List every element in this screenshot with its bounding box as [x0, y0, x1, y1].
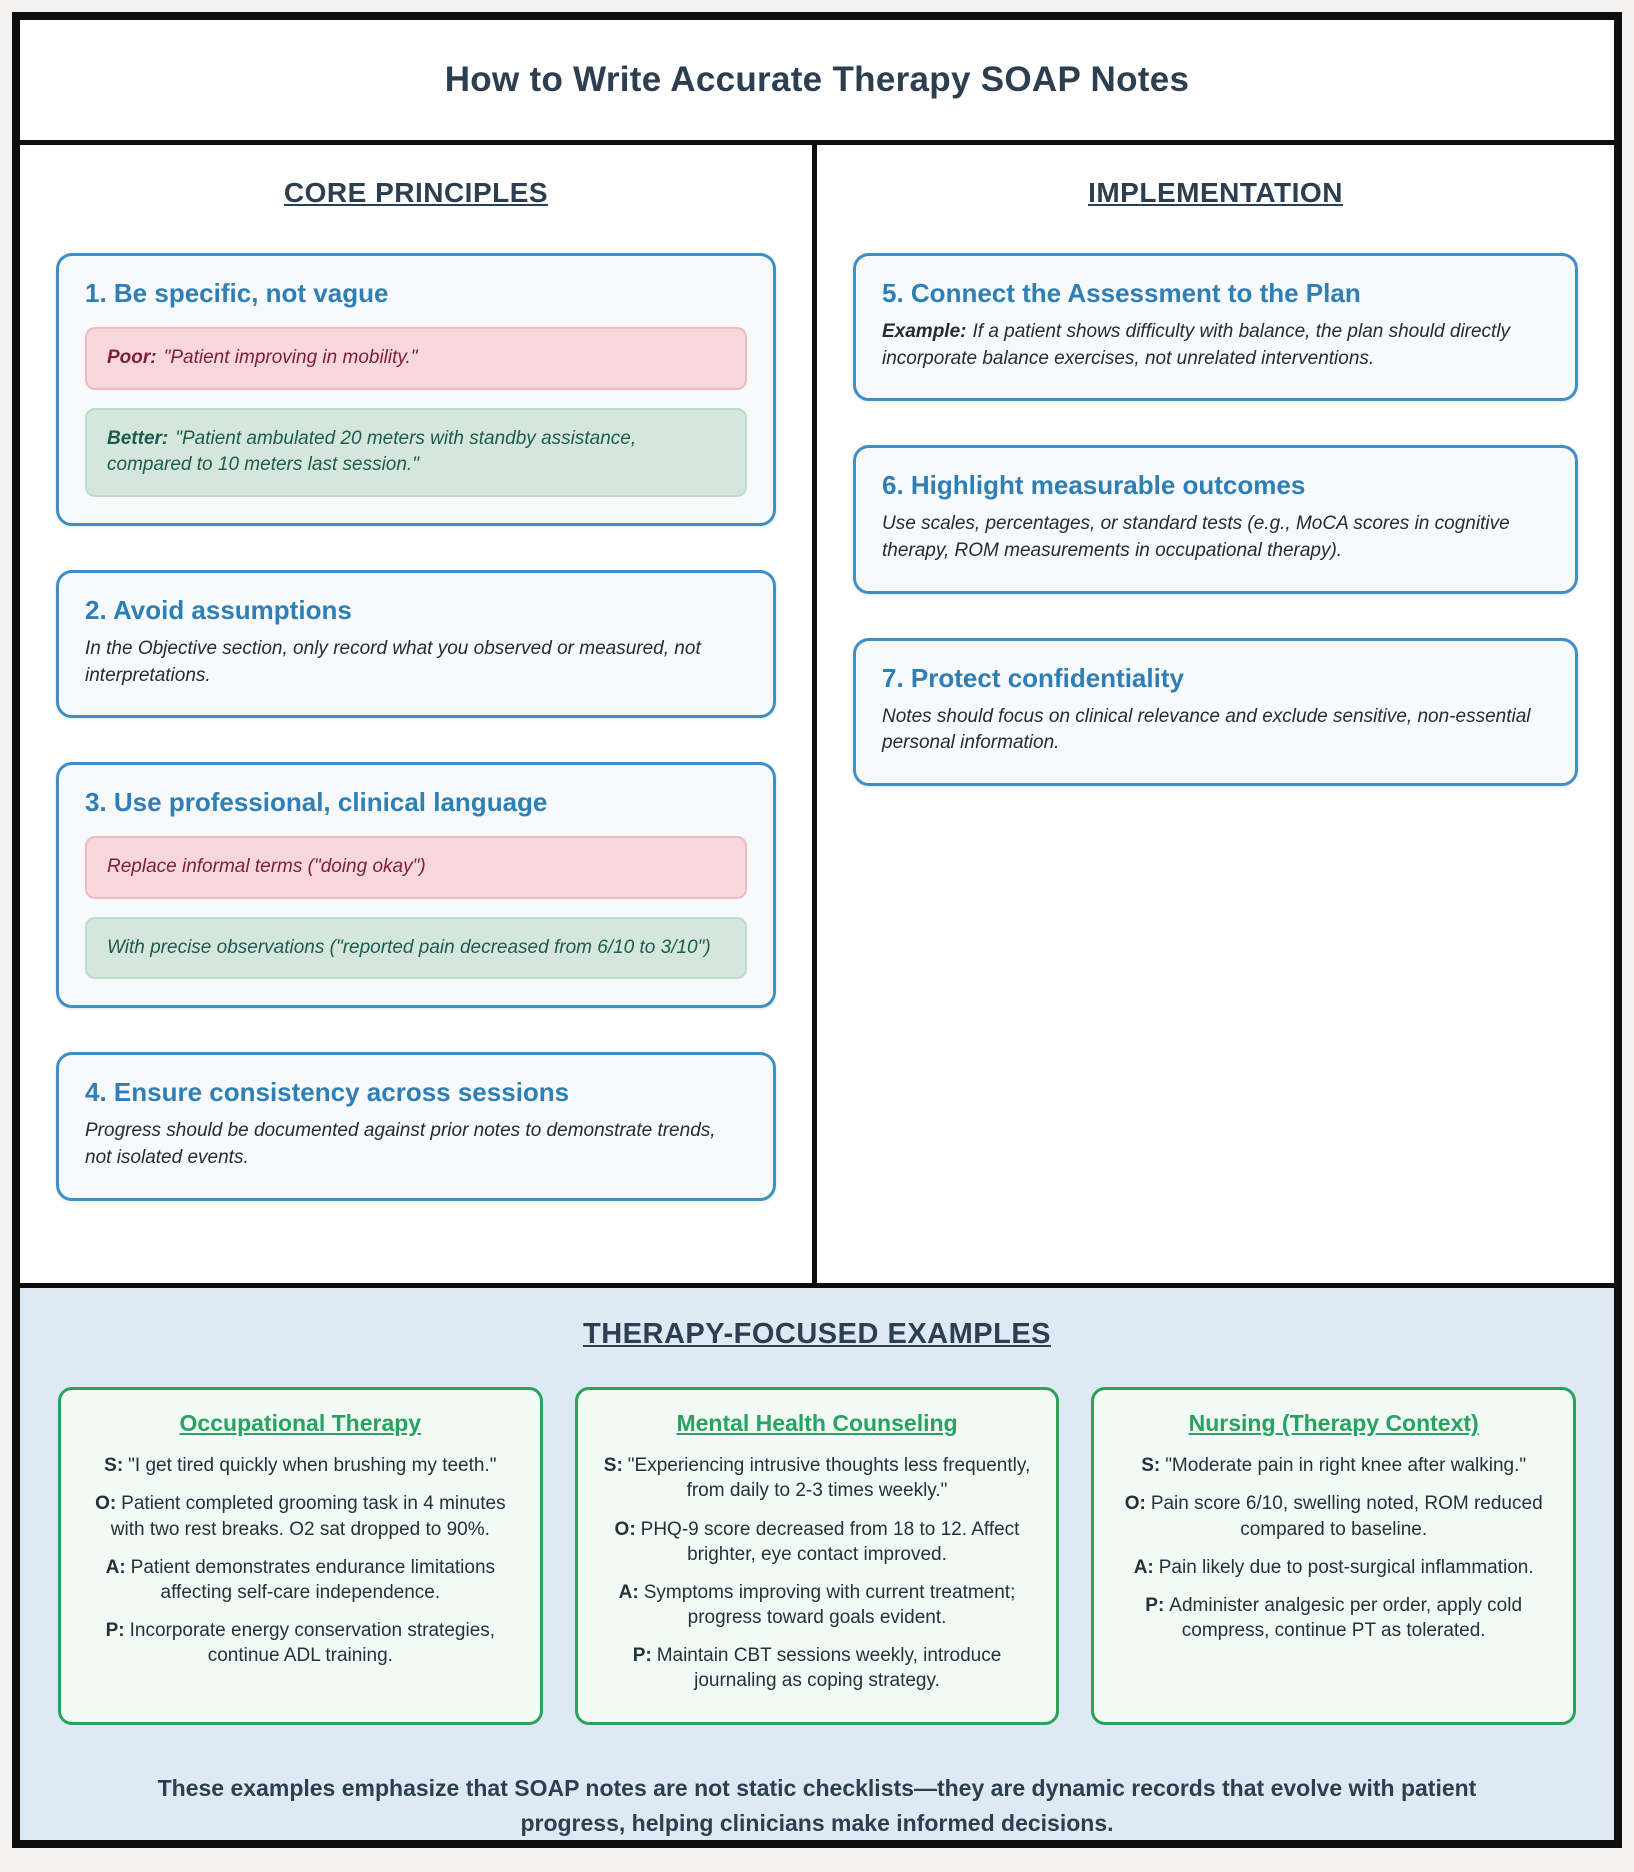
entry-label: O: [614, 1518, 636, 1540]
principle-2-title: 2. Avoid assumptions [85, 595, 352, 626]
poor-label: Poor: [107, 347, 157, 369]
page-title: How to Write Accurate Therapy SOAP Notes [444, 60, 1190, 100]
entry-label: P: [632, 1644, 652, 1666]
poor-example-box [85, 327, 747, 390]
occupational-therapy-title: Occupational Therapy [179, 1410, 422, 1437]
entry-label: O: [1124, 1493, 1146, 1515]
informal-terms-text: Replace informal terms ("doing okay") [107, 856, 426, 878]
precise-observations-box [85, 917, 747, 980]
entry-text: "Experiencing intrusive thoughts less frequently, from daily to 2-3 times weekly." [627, 1455, 1031, 1502]
therapy-examples-section [20, 1288, 1614, 1840]
summary-footer-text: These examples emphasize that SOAP notes are not static checklists—they are dynamic records that evolve with patient progress, helping clinicians make informed decisions. [157, 1775, 1477, 1836]
columns-area [20, 145, 1614, 1288]
precise-observations-text: With precise observations ("reported pain decreased from 6/10 to 3/10") [107, 936, 711, 958]
entry-text: Incorporate energy conservation strategies, continue ADL training. [129, 1619, 496, 1666]
soap-entry-s [1114, 1453, 1553, 1478]
example-cards-row [58, 1387, 1576, 1725]
principle-card-4 [56, 1052, 776, 1200]
soap-entry-s [81, 1453, 520, 1478]
principle-3-title: 3. Use professional, clinical language [85, 787, 548, 818]
implementation-7-body: Notes should focus on clinical relevance and exclude sensitive, non-essential personal information. [882, 705, 1531, 754]
entry-label: A: [618, 1581, 639, 1603]
soap-entry-s [598, 1453, 1037, 1503]
principle-card-2 [56, 570, 776, 718]
therapy-examples-heading: THERAPY-FOCUSED EXAMPLES [583, 1318, 1051, 1351]
soap-entry-a [1114, 1555, 1553, 1580]
example-text: If a patient shows difficulty with balance, the plan should directly incorporate balance exercises, not unrelated interventions. [882, 321, 1511, 369]
core-principles-column [20, 145, 817, 1283]
principle-2-body: In the Objective section, only record what you observed or measured, not interpretations. [85, 638, 701, 686]
entry-text: "Moderate pain in right knee after walking." [1165, 1455, 1527, 1477]
entry-label: A: [1133, 1556, 1154, 1578]
entry-text: "I get tired quickly when brushing my teeth." [128, 1455, 497, 1477]
implementation-6-body: Use scales, percentages, or standard tests (e.g., MoCA scores in cognitive therapy, ROM measurements in occupational therapy). [882, 513, 1510, 562]
entry-text: Patient demonstrates endurance limitations affecting self-care independence. [130, 1556, 496, 1603]
nursing-card [1091, 1387, 1576, 1725]
implementation-card-5 [853, 253, 1578, 401]
example-label: Example: [882, 321, 967, 343]
better-text: "Patient ambulated 20 meters with standby assistance, compared to 10 meters last session." [107, 427, 637, 476]
core-principles-heading: CORE PRINCIPLES [283, 177, 549, 209]
soap-entry-a [598, 1580, 1037, 1630]
soap-entry-o [81, 1491, 520, 1541]
informal-terms-box [85, 836, 747, 899]
entry-text: Administer analgesic per order, apply cold compress, continue PT as tolerated. [1169, 1594, 1523, 1641]
soap-entry-p [598, 1643, 1037, 1693]
occupational-therapy-card [58, 1387, 543, 1725]
soap-entry-o [1114, 1491, 1553, 1541]
entry-label: S: [104, 1455, 124, 1477]
principle-card-1 [56, 253, 776, 526]
implementation-5-title: 5. Connect the Assessment to the Plan [882, 278, 1361, 309]
principle-4-title: 4. Ensure consistency across sessions [85, 1077, 570, 1108]
implementation-7-title: 7. Protect confidentiality [882, 662, 1184, 693]
entry-label: A: [105, 1556, 126, 1578]
entry-label: S: [603, 1455, 623, 1477]
principle-1-title: 1. Be specific, not vague [85, 278, 389, 309]
entry-label: P: [105, 1619, 125, 1641]
entry-label: S: [1141, 1455, 1161, 1477]
entry-text: Maintain CBT sessions weekly, introduce journaling as coping strategy. [656, 1644, 1002, 1691]
entry-text: Symptoms improving with current treatment; progress toward goals evident. [643, 1581, 1016, 1628]
implementation-6-title: 6. Highlight measurable outcomes [882, 470, 1306, 501]
soap-entry-o [598, 1517, 1037, 1567]
poster-container [12, 12, 1622, 1848]
entry-label: O: [95, 1493, 117, 1515]
better-example-box [85, 408, 747, 497]
implementation-heading: IMPLEMENTATION [1088, 177, 1343, 209]
principle-card-3 [56, 762, 776, 1008]
entry-text: PHQ-9 score decreased from 18 to 12. Affect brighter, eye contact improved. [640, 1518, 1020, 1565]
nursing-title: Nursing (Therapy Context) [1188, 1410, 1479, 1437]
header [20, 20, 1614, 145]
implementation-5-body [882, 319, 1549, 372]
entry-text: Pain score 6/10, swelling noted, ROM reduced compared to baseline. [1150, 1493, 1543, 1540]
soap-entry-p [1114, 1593, 1553, 1643]
mental-health-counseling-title: Mental Health Counseling [676, 1410, 958, 1437]
implementation-card-7 [853, 638, 1578, 786]
soap-entry-a [81, 1555, 520, 1605]
better-label: Better: [107, 427, 169, 449]
entry-text: Pain likely due to post-surgical inflammation. [1158, 1556, 1534, 1578]
poor-text: "Patient improving in mobility." [163, 347, 418, 369]
implementation-column [817, 145, 1614, 1283]
entry-label: P: [1145, 1594, 1165, 1616]
soap-entry-p [81, 1618, 520, 1668]
entry-text: Patient completed grooming task in 4 minutes with two rest breaks. O2 sat dropped to 90%. [110, 1493, 506, 1540]
principle-4-body: Progress should be documented against prior notes to demonstrate trends, not isolated events. [85, 1120, 716, 1169]
mental-health-counseling-card [575, 1387, 1060, 1725]
implementation-card-6 [853, 445, 1578, 593]
